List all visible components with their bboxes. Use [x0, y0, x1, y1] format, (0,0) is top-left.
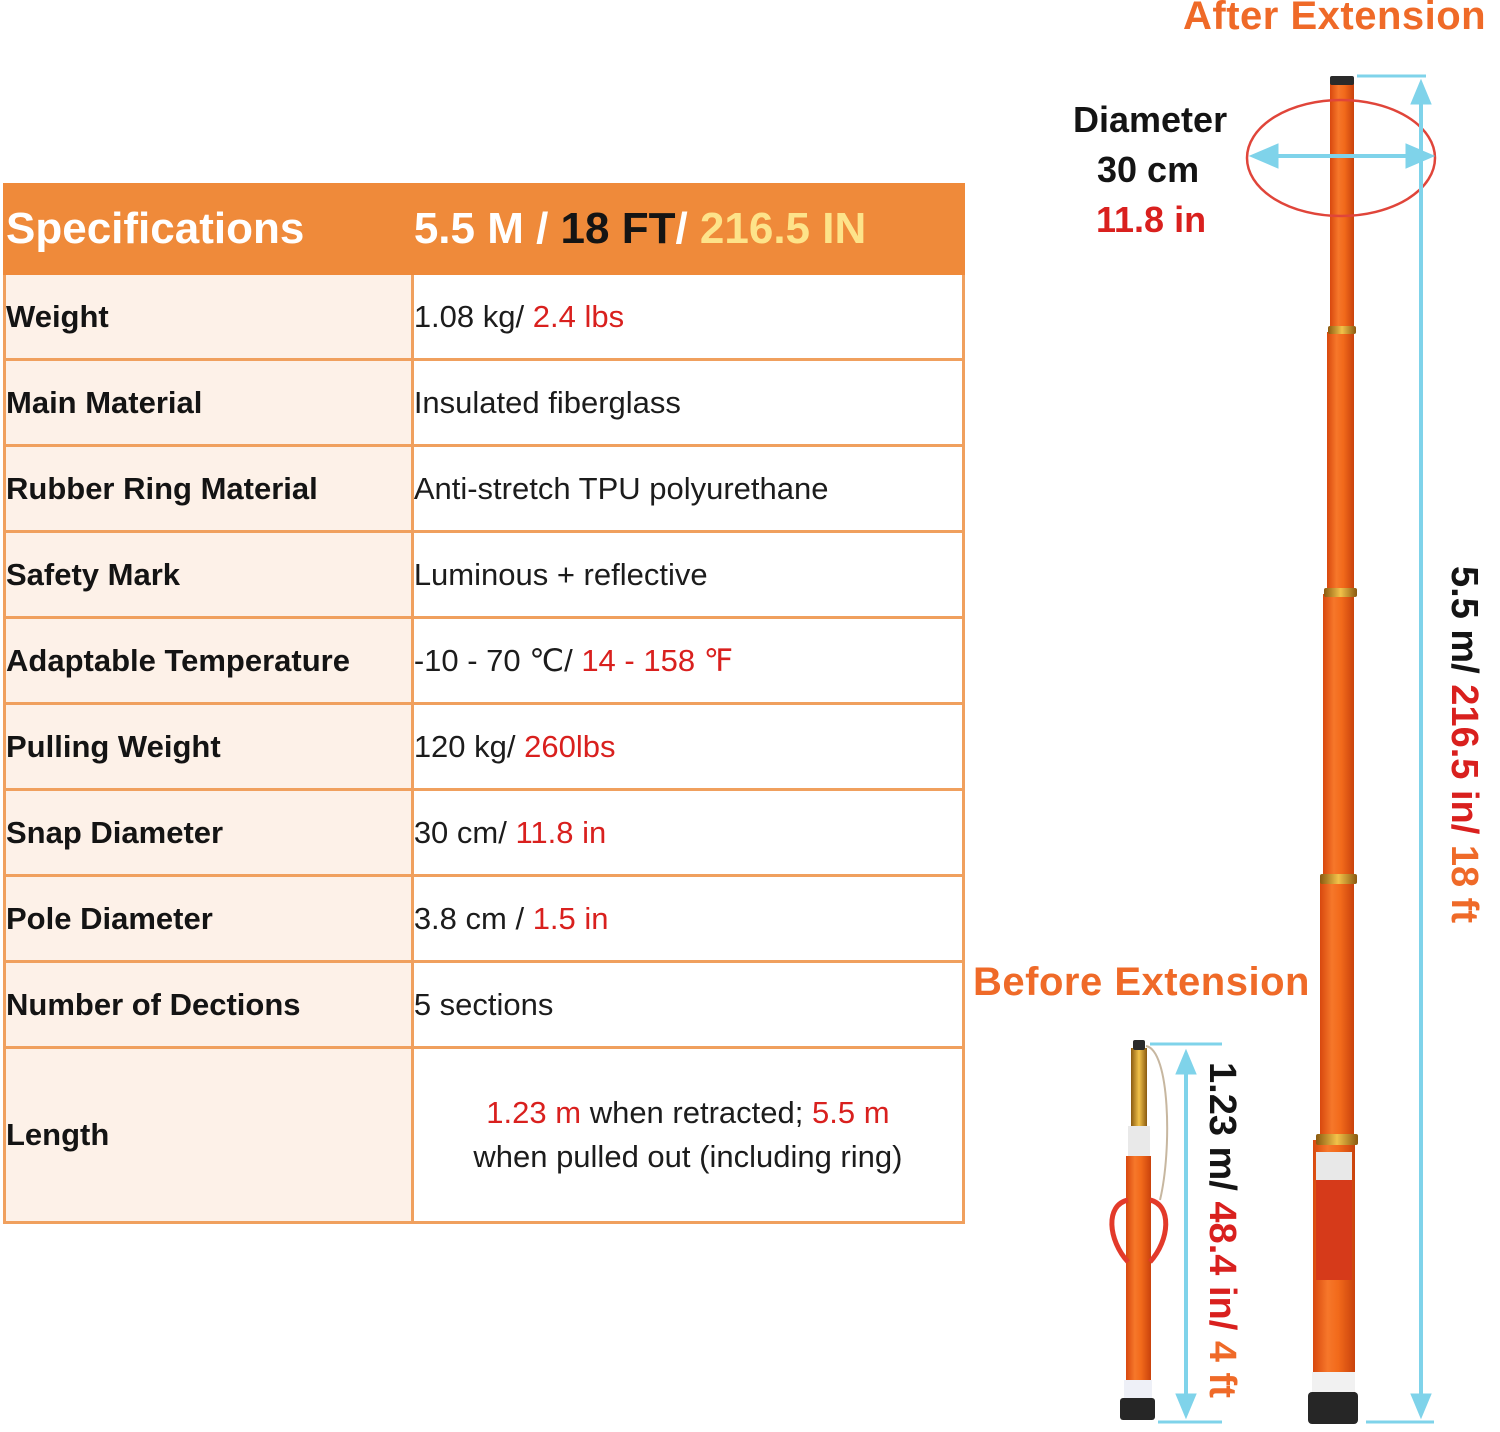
row-label: Main Material: [5, 360, 413, 446]
extended-length-arrow: [1357, 76, 1434, 1422]
row-label: Rubber Ring Material: [5, 446, 413, 532]
retracted-length-label: 1.23 m/ 48.4 in/ 4 ft: [1201, 1062, 1243, 1398]
row-value: Luminous + reflective: [412, 532, 963, 618]
extended-pole: [1308, 76, 1358, 1424]
row-value: 1.08 kg/ 2.4 lbs: [412, 274, 963, 360]
before-extension-title: Before Extension: [973, 960, 1310, 1004]
row-value: 1.23 m when retracted; 5.5 m when pulled out (including ring): [412, 1048, 963, 1223]
row-label: Number of Dections: [5, 962, 413, 1048]
diameter-label: Diameter: [1073, 99, 1228, 140]
diameter-cm: 30 cm: [1097, 149, 1200, 190]
after-extension-title: After Extension: [1183, 0, 1487, 38]
row-value: 3.8 cm / 1.5 in: [412, 876, 963, 962]
diameter-in: 11.8 in: [1096, 199, 1207, 240]
row-value: Anti-stretch TPU polyurethane: [412, 446, 963, 532]
row-label: Pulling Weight: [5, 704, 413, 790]
row-value: -10 - 70 ℃/ 14 - 158 ℉: [412, 618, 963, 704]
row-value: Insulated fiberglass: [412, 360, 963, 446]
spec-header-title: Specifications: [5, 185, 413, 274]
row-label: Pole Diameter: [5, 876, 413, 962]
row-label: Length: [5, 1048, 413, 1223]
retracted-pole: [1112, 1040, 1167, 1420]
row-label: Snap Diameter: [5, 790, 413, 876]
row-value: 120 kg/ 260lbs: [412, 704, 963, 790]
row-value: 30 cm/ 11.8 in: [412, 790, 963, 876]
spec-header-size: 5.5 M / 18 FT/ 216.5 IN: [412, 185, 963, 274]
row-label: Safety Mark: [5, 532, 413, 618]
row-label: Adaptable Temperature: [5, 618, 413, 704]
row-label: Weight: [5, 274, 413, 360]
extended-length-label: 5.5 m/ 216.5 in/ 18 ft: [1443, 566, 1485, 923]
row-value: 5 sections: [412, 962, 963, 1048]
